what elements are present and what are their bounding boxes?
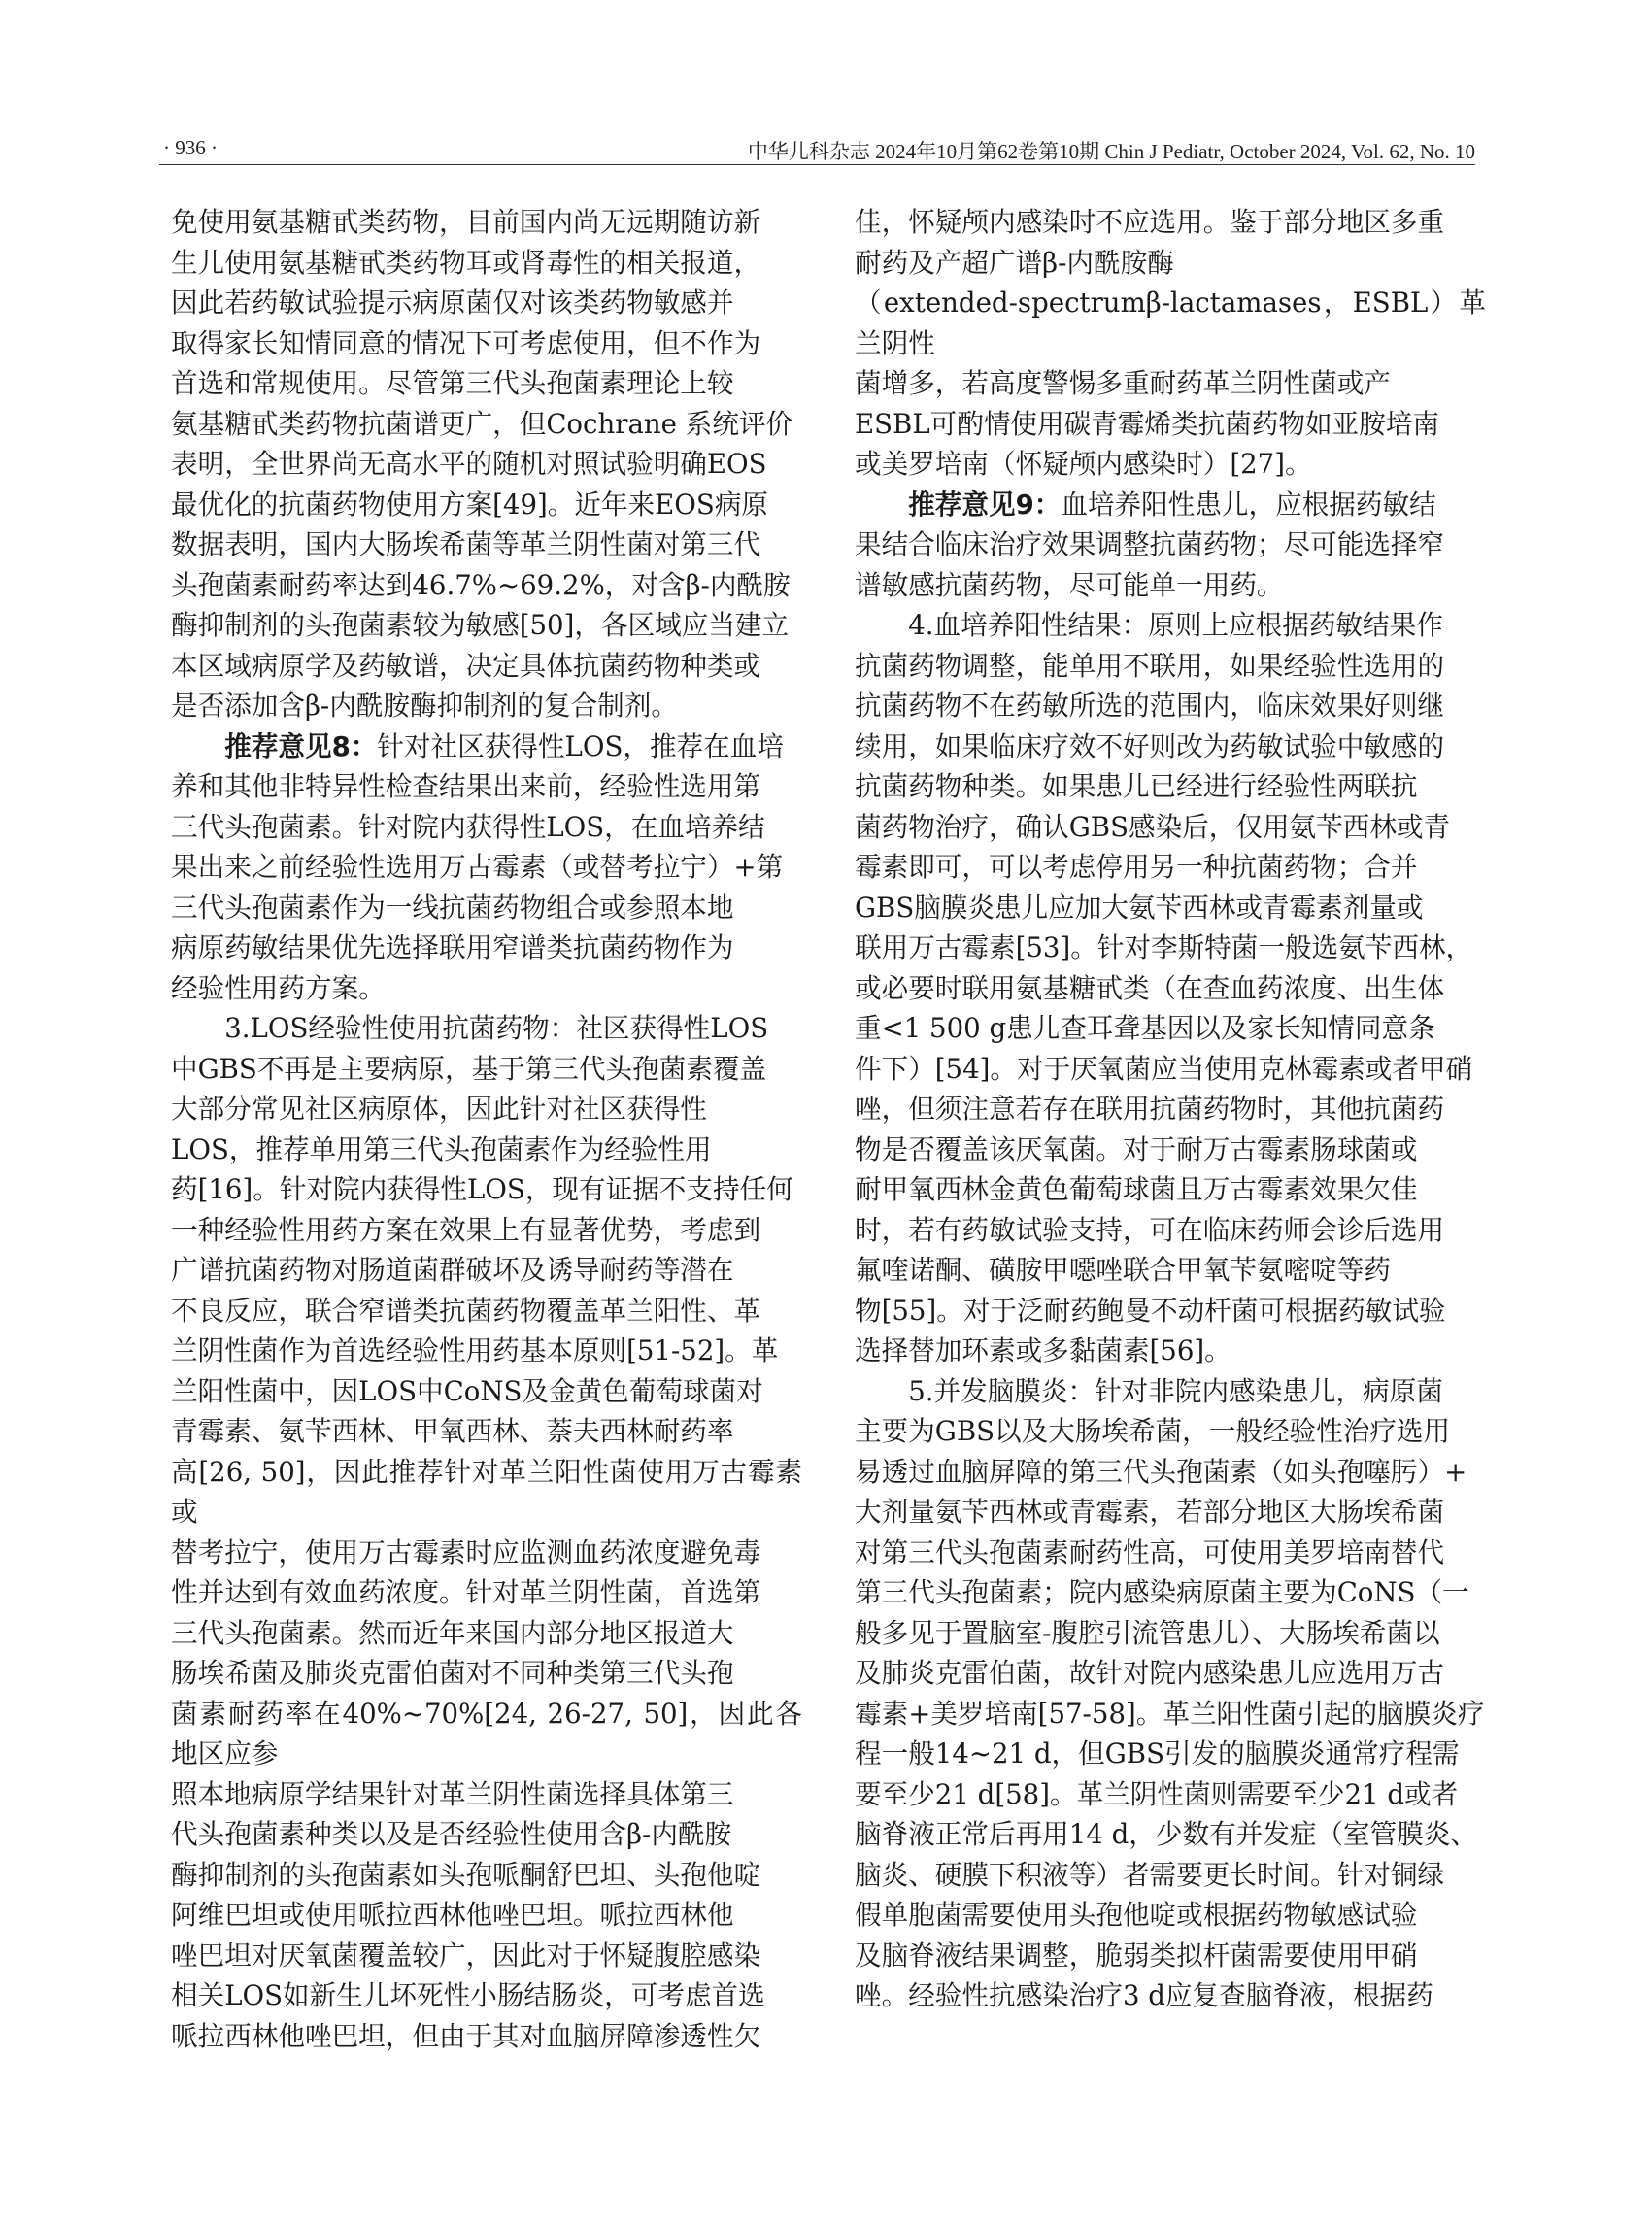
recommendation-text: 针对社区获得性LOS，推荐在血培 养和其他非特异性检查结果出来前，经验性选用第 三代头孢菌素。针对院内获得性LOS，在血培养结 果出来之前经验性选用万古霉素（或替考拉宁）+第 三代头孢菌素作为一线抗菌药物组合或参照本地 病原药敏结果优先选择联用窄谱类抗菌药物作为 经验性用药方案。 bbox=[171, 729, 784, 1004]
running-header bbox=[159, 126, 1475, 165]
paragraph-meningitis: 5.并发脑膜炎：针对非院内感染患儿，病原菌 主要为GBS以及大肠埃希菌，一般经验性治疗选用 易透过血脑屏障的第三代头孢菌素（如头孢噻肟）+ 大剂量氨苄西林或青霉素，若部分地区大肠埃希菌 对第三代头孢菌素耐药性高，可使用美罗培南替代 第三代头孢菌素；院内感染病原菌主要为CoNS（一 般多见于置脑室-腹腔引流管患儿）、大肠埃希菌以 及肺炎克雷伯菌，故针对院内感染患儿应选用万古 霉素+美罗培南[57-58]。革兰阳性菌引起的脑膜炎疗 程一般14~21 d，但GBS引发的脑膜炎通常疗程需 要至少21 d[58]。革兰阴性菌则需要至少21 d或者 脑脊液正常后再用14 d，少数有并发症（室管膜炎、 脑炎、硬膜下积液等）者需要更长时间。针对铜绿 假单胞菌需要使用头孢他啶或根据药物敏感试验 及脑脊液结果调整，脆弱类拟杆菌需要使用甲硝 唑。经验性抗感染治疗3 d应复查脑脊液，根据药 bbox=[855, 1374, 1485, 2011]
recommendation-8 bbox=[171, 726, 802, 1009]
journal-citation: 中华儿科杂志 2024年10月第62卷第10期 Chin J Pediatr, October 2024, Vol. 62, No. 10 bbox=[747, 140, 1475, 163]
paragraph-esbl: 佳，怀疑颅内感染时不应选用。鉴于部分地区多重 耐药及产超广谱β-内酰胺酶 （extended-spectrumβ-lactamases，ESBL）革兰阴性 菌增多，若高度警惕多重耐药革兰阴性菌或产 ESBL可酌情使用碳青霉烯类抗菌药物如亚胺培南 或美罗培南（怀疑颅内感染时）[27]。 bbox=[855, 206, 1486, 480]
paragraph-blood-culture-positive: 4.血培养阳性结果：原则上应根据药敏结果作 抗菌药物调整，能单用不联用，如果经验性选用的 抗菌药物不在药敏所选的范围内，临床效果好则继 续用，如果临床疗效不好则改为药敏试验中敏感的 抗菌药物种类。如果患儿已经进行经验性两联抗 菌药物治疗，确认GBS感染后，仅用氨苄西林或青 霉素即可，可以考虑停用另一种抗菌药物；合并 GBS脑膜炎患儿应加大氨苄西林或青霉素剂量或 联用万古霉素[53]。针对李斯特菌一般选氨苄西林， 或必要时联用氨基糖甙类（在查血药浓度、出生体 重<1 500 g患儿查耳聋基因以及家长知情同意条 件下）[54]。对于厌氧菌应当使用克林霉素或者甲硝 唑，但须注意若存在联用抗菌药物时，其他抗菌药 物是否覆盖该厌氧菌。对于耐万古霉素肠球菌或 耐甲氧西林金黄色葡萄球菌且万古霉素效果欠佳 时，若有药敏试验支持，可在临床药师会诊后选用 氟喹诺酮、磺胺甲噁唑联合甲氧苄氨嘧啶等药 物[55]。对于泛耐药鲍曼不动杆菌可根据药敏试验 选择替加环素或多黏菌素[56]。 bbox=[855, 609, 1473, 1366]
recommendation-label: 推荐意见8： bbox=[224, 729, 378, 762]
right-column bbox=[855, 202, 1486, 2016]
paragraph-eos-antibiotics: 免使用氨基糖甙类药物，目前国内尚无远期随访新 生儿使用氨基糖甙类药物耳或肾毒性的相关报道， 因此若药敏试验提示病原菌仅对该类药物敏感并 取得家长知情同意的情况下可考虑使用，但不作为 首选和常规使用。尽管第三代头孢菌素理论上较 氨基糖甙类药物抗菌谱更广，但Cochrane 系统评价 表明，全世界尚无高水平的随机对照试验明确EOS 最优化的抗菌药物使用方案[49]。近年来EOS病原 数据表明，国内大肠埃希菌等革兰阴性菌对第三代 头孢菌素耐药率达到46.7%~69.2%，对含β-内酰胺 酶抑制剂的头孢菌素较为敏感[50]，各区域应当建立 本区域病原学及药敏谱，决定具体抗菌药物种类或 是否添加含β-内酰胺酶抑制剂的复合制剂。 bbox=[171, 206, 793, 722]
header-rule bbox=[159, 164, 1475, 165]
left-column bbox=[171, 202, 802, 2056]
recommendation-label: 推荐意见9： bbox=[908, 488, 1062, 521]
recommendation-text: 血培养阳性患儿，应根据药敏结 果结合临床治疗效果调整抗菌药物；尽可能选择窄 谱敏感抗菌药物，尽可能单一用药。 bbox=[855, 488, 1445, 601]
recommendation-9 bbox=[855, 485, 1486, 606]
paragraph-los-empirical: 3.LOS经验性使用抗菌药物：社区获得性LOS 中GBS不再是主要病原，基于第三代头孢菌素覆盖 大部分常见社区病原体，因此针对社区获得性 LOS，推荐单用第三代头孢菌素作为经验性用 药[16]。针对院内获得性LOS，现有证据不支持任何 一种经验性用药方案在效果上有显著优势，考虑到 广谱抗菌药物对肠道菌群破坏及诱导耐药等潜在 不良反应，联合窄谱类抗菌药物覆盖革兰阳性、革 兰阴性菌作为首选经验性用药基本原则[51-52]。革 兰阳性菌中，因LOS中CoNS及金黄色葡萄球菌对 青霉素、氨苄西林、甲氧西林、萘夫西林耐药率 高[26, 50]，因此推荐针对革兰阳性菌使用万古霉素或 替考拉宁，使用万古霉素时应监测血药浓度避免毒 性并达到有效血药浓度。针对革兰阴性菌，首选第 三代头孢菌素。然而近年来国内部分地区报道大 肠埃希菌及肺炎克雷伯菌对不同种类第三代头孢 菌素耐药率在40%~70%[24, 26-27, 50]，因此各地区应参 照本地病原学结果针对革兰阴性菌选择具体第三 代头孢菌素种类以及是否经验性使用含β-内酰胺 酶抑制剂的头孢菌素如头孢哌酮舒巴坦、头孢他啶 阿维巴坦或使用哌拉西林他唑巴坦。哌拉西林他 唑巴坦对厌氧菌覆盖较广，因此对于怀疑腹腔感染 相关LOS如新生儿坏死性小肠结肠炎，可考虑首选 哌拉西林他唑巴坦，但由于其对血脑屏障渗透性欠 bbox=[171, 1012, 802, 2052]
page-number: · 936 · bbox=[163, 136, 218, 159]
